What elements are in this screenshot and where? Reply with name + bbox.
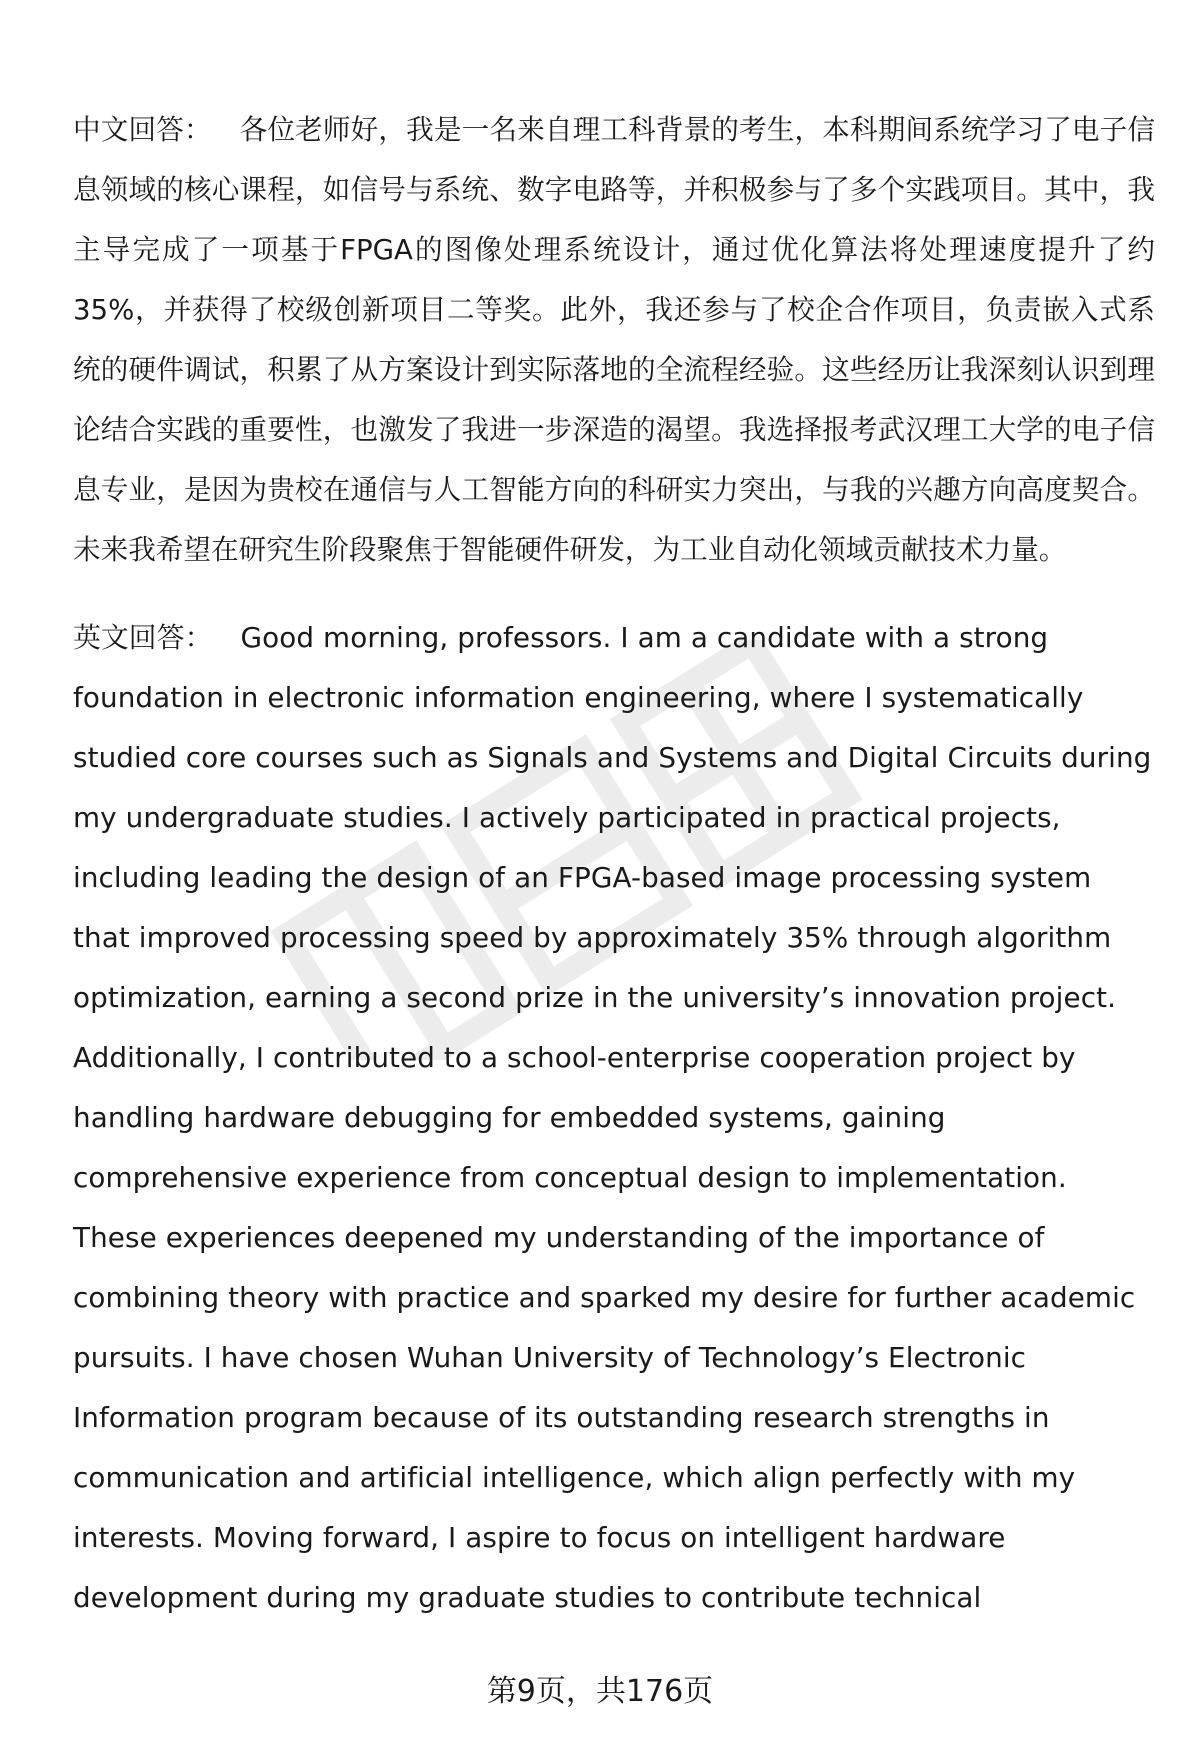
page-number-footer: 第9页，共176页 [486, 1674, 714, 1709]
english-answer-label: 英文回答： [73, 621, 213, 654]
answer-content [73, 100, 1155, 1628]
chinese-answer-text: 各位老师好，我是一名来自理工科背景的考生，本科期间系统学习了电子信息领域的核心课程，如信号与系统、数字电路等，并积极参与了多个实践项目。其中，我主导完成了一项基于FPGA的图像处理系统设计，通过优化算法将处理速度提升了约35%，并获得了校级创新项目二等奖。此外，我还参与了校企合作项目，负责嵌入式系统的硬件调试，积累了从方案设计到实际落地的全流程经验。这些经历让我深刻认识到理论结合实践的重要性，也激发了我进一步深造的渴望。我选择报考武汉理工大学的电子信息专业，是因为贵校在通信与人工智能方向的科研实力突出，与我的兴趣方向高度契合。未来我希望在研究生阶段聚焦于智能硬件研发，为工业自动化领域贡献技术力量。 [73, 113, 1155, 566]
chinese-answer-paragraph [73, 100, 1155, 580]
chinese-answer-label: 中文回答： [73, 113, 212, 146]
english-answer-text: Good morning, professors. I am a candidate with a strong foundation in electronic information engineering, where I systematically studied core courses such as Signals and Systems and Digital Circuits during my undergraduate studies. I actively participated in practical projects, including leading the design of an FPGA-based image processing system that improved processing speed by approximately 35% through algorithm optimization, earning a second prize in the university’s innovation project. Additionally, I contributed to a school-enterprise cooperation project by handling hardware debugging for embedded systems, gaining comprehensive experience from conceptual design to implementation. These experiences deepened my understanding of the importance of combining theory with practice and sparked my desire for further academic pursuits. I have chosen Wuhan University of Technology’s Electronic Information program because of its outstanding research strengths in communication and artificial intelligence, which align perfectly with my interests. Moving forward, I aspire to focus on intelligent hardware development during my graduate studies to contribute technical [73, 621, 1152, 1614]
english-answer-paragraph [73, 608, 1155, 1628]
